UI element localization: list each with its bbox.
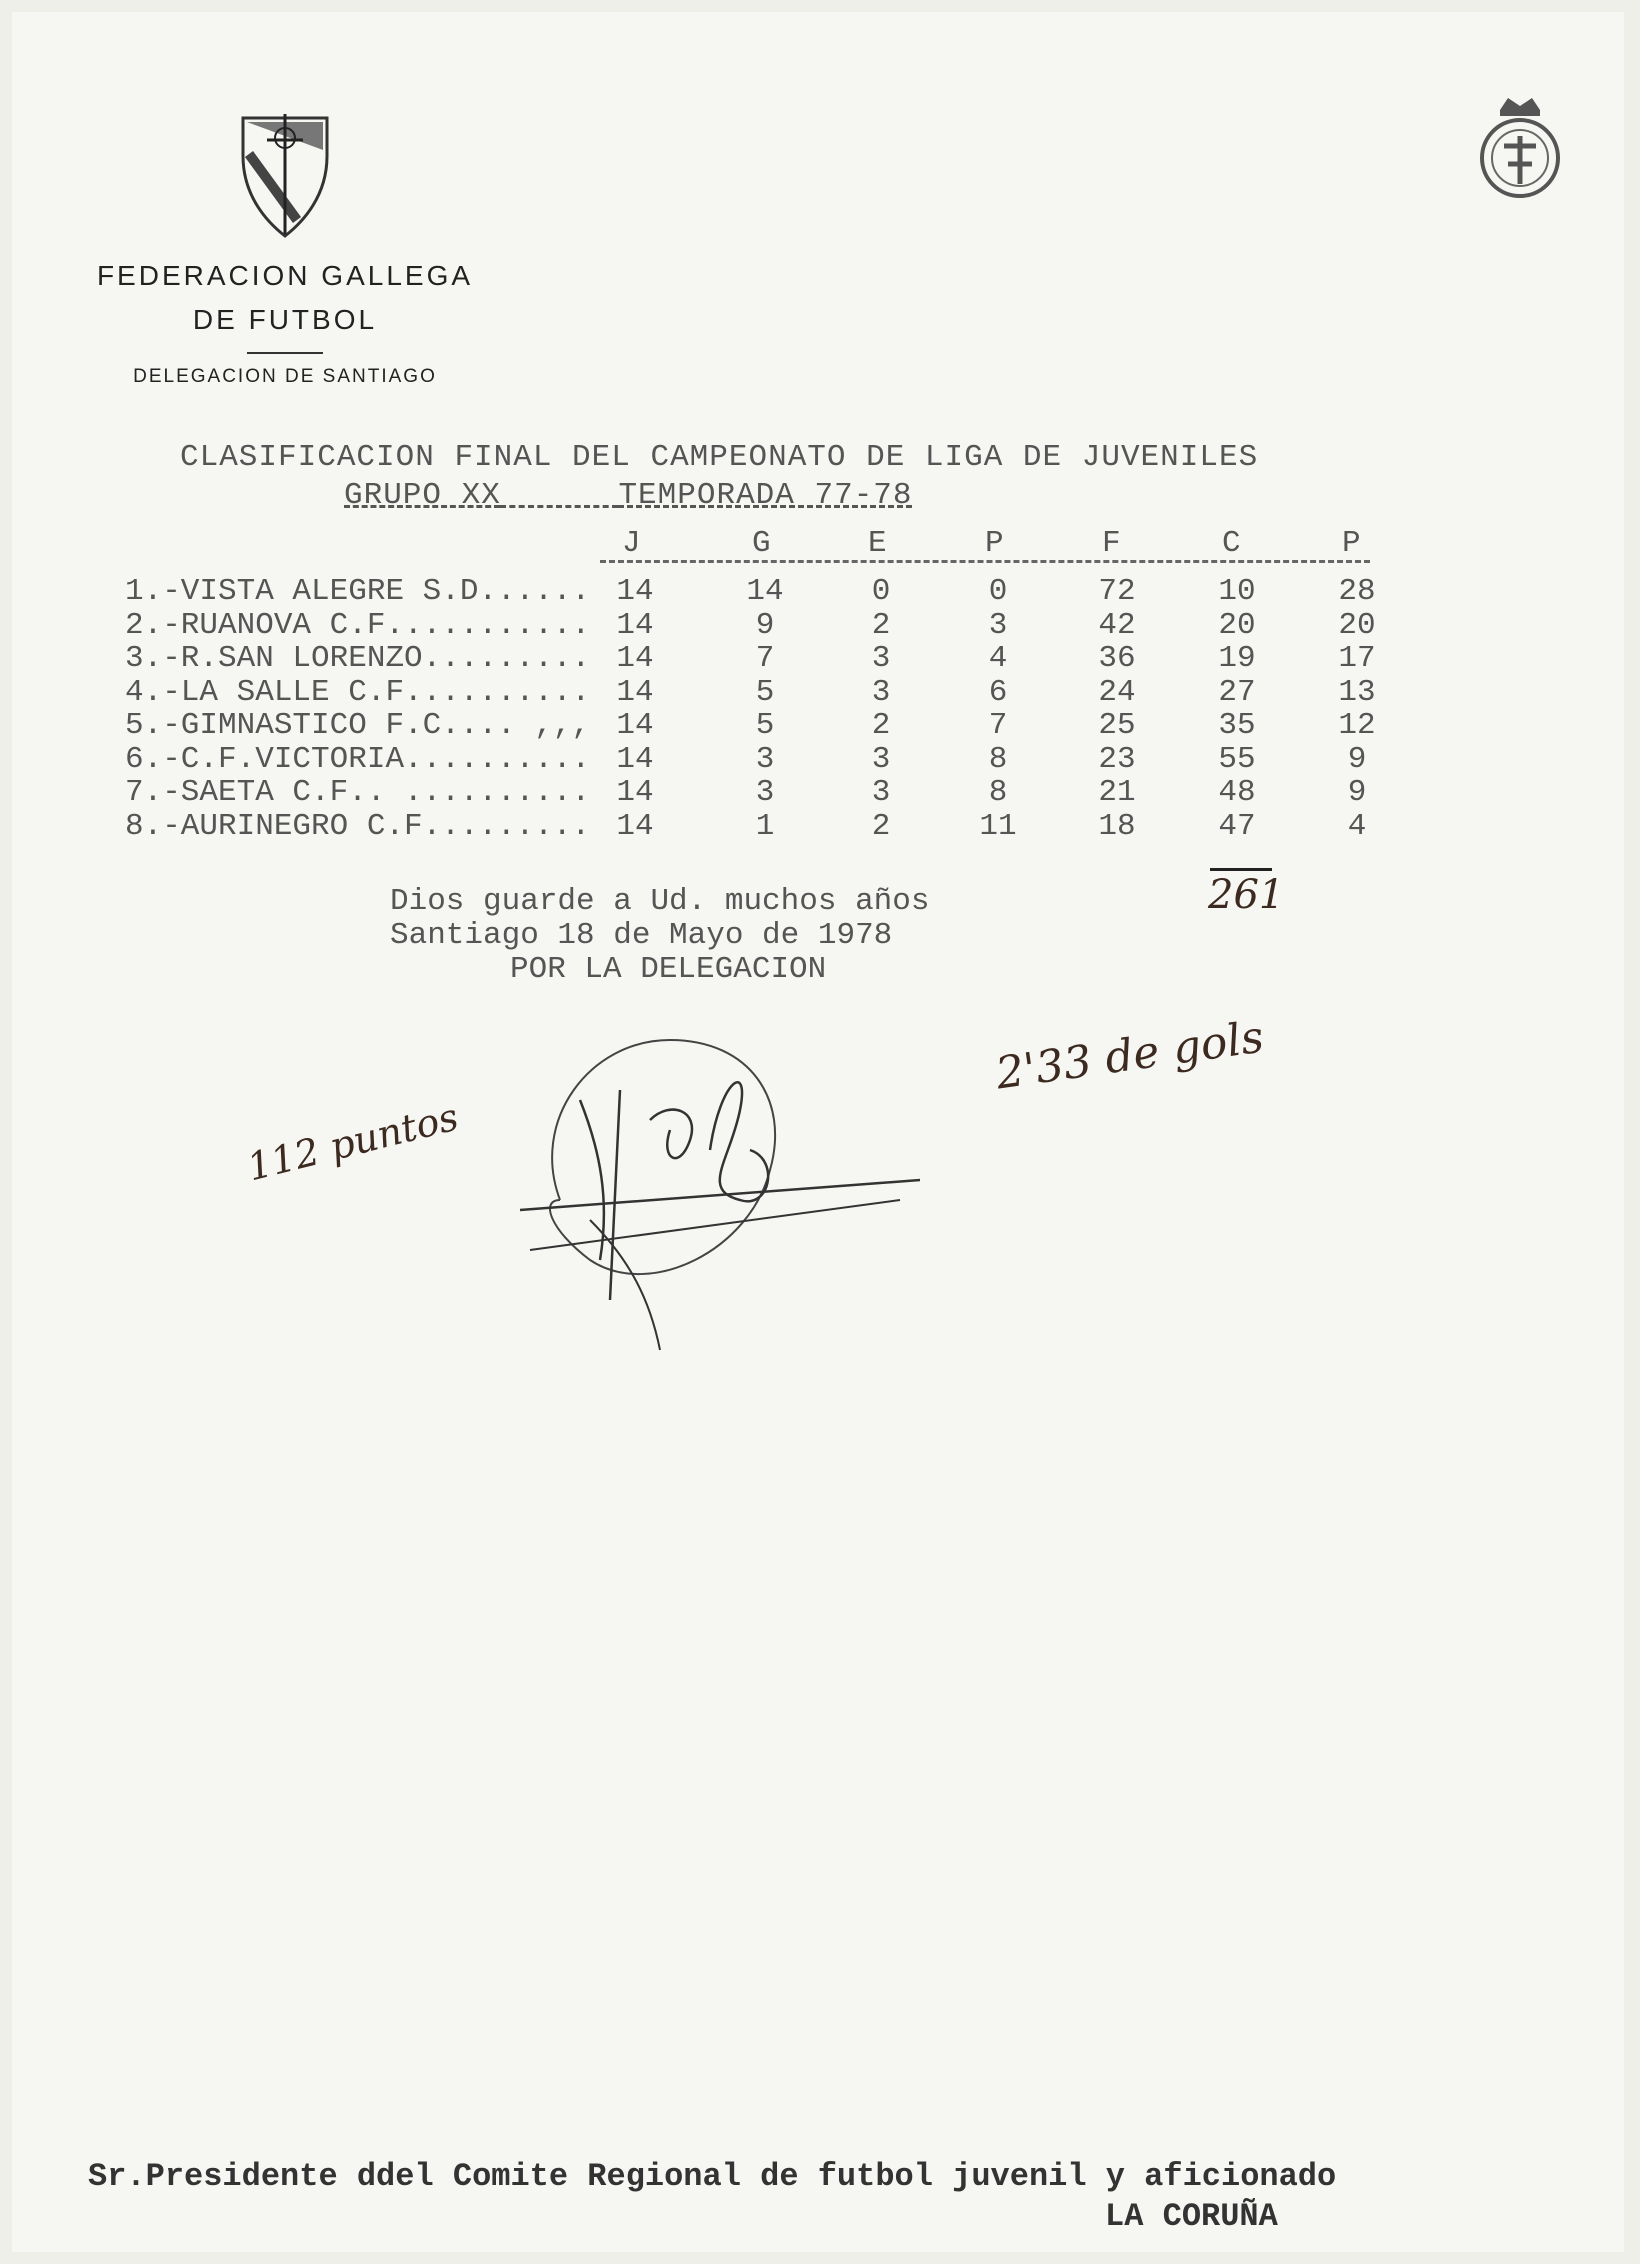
- closing-place-date: Santiago 18 de Mayo de 1978: [390, 918, 893, 953]
- col-header-against: C: [1222, 526, 1241, 561]
- col-header-played: J: [622, 526, 641, 561]
- cell-goals-for: 36: [1098, 641, 1136, 676]
- letterhead: [60, 110, 510, 388]
- team-name: 3.-R.SAN LORENZO.........: [125, 641, 591, 676]
- cell-won: 9: [755, 607, 775, 643]
- cell-lost: 3: [988, 607, 1008, 643]
- cell-won: 3: [755, 741, 775, 777]
- cell-points: 4: [1347, 808, 1367, 844]
- total-underline: [1210, 868, 1272, 871]
- cell-won: 3: [755, 775, 775, 810]
- cell-goals-for: 23: [1098, 741, 1136, 777]
- group-label: GRUPO XX: [344, 478, 501, 513]
- cell-lost: 8: [988, 775, 1008, 810]
- cell-played: 14: [616, 741, 654, 777]
- org-name-line2: DE FUTBOL: [192, 304, 378, 335]
- cell-goals-for: 21: [1098, 775, 1136, 810]
- cell-drawn: 2: [871, 607, 891, 643]
- table-row: [0, 742, 1640, 776]
- cell-won: 5: [755, 708, 775, 743]
- team-name: 2.-RUANOVA C.F...........: [125, 607, 591, 643]
- cell-goals-against: 19: [1218, 641, 1256, 676]
- table-row: [0, 809, 1640, 843]
- cell-drawn: 3: [871, 741, 891, 777]
- col-header-for: F: [1102, 526, 1121, 561]
- cell-lost: 4: [988, 641, 1008, 676]
- letterhead-divider: [247, 352, 323, 354]
- cell-won: 14: [746, 574, 784, 609]
- table-row: [0, 675, 1640, 709]
- col-header-won: G: [752, 526, 771, 561]
- cell-won: 7: [755, 641, 775, 676]
- document-subtitle: [344, 478, 913, 513]
- table-row: [0, 708, 1640, 742]
- federation-shield-icon: [237, 110, 333, 240]
- cell-goals-for: 24: [1098, 674, 1136, 710]
- table-row: [0, 608, 1640, 642]
- cell-played: 14: [616, 574, 654, 609]
- cell-drawn: 3: [871, 775, 891, 810]
- cell-played: 14: [616, 708, 654, 743]
- cell-goals-against: 48: [1218, 775, 1256, 810]
- header-rule: [600, 560, 1370, 563]
- cell-goals-against: 47: [1218, 808, 1256, 844]
- cell-played: 14: [616, 641, 654, 676]
- cell-points: 28: [1338, 574, 1376, 609]
- cell-goals-for: 18: [1098, 808, 1136, 844]
- cell-points: 12: [1338, 708, 1376, 743]
- team-name: 6.-C.F.VICTORIA..........: [125, 741, 591, 777]
- cell-lost: 8: [988, 741, 1008, 777]
- cell-points: 9: [1347, 775, 1367, 810]
- cell-points: 13: [1338, 674, 1376, 710]
- cell-points: 20: [1338, 607, 1376, 643]
- signature: [500, 1000, 940, 1360]
- col-header-drawn: E: [868, 526, 887, 561]
- cell-won: 1: [755, 808, 775, 844]
- cell-played: 14: [616, 674, 654, 710]
- table-row: [0, 574, 1640, 608]
- cell-points: 17: [1338, 641, 1376, 676]
- cell-goals-against: 55: [1218, 741, 1256, 777]
- cell-goals-against: 27: [1218, 674, 1256, 710]
- cell-drawn: 3: [871, 641, 891, 676]
- cell-points: 9: [1347, 741, 1367, 777]
- cell-played: 14: [616, 607, 654, 643]
- cell-drawn: 2: [871, 808, 891, 844]
- cell-goals-for: 42: [1098, 607, 1136, 643]
- col-header-lost: P: [985, 526, 1004, 561]
- cell-won: 5: [755, 674, 775, 710]
- team-name: 1.-VISTA ALEGRE S.D......: [125, 574, 591, 609]
- document-title: CLASIFICACION FINAL DEL CAMPEONATO DE LIGA DE JUVENILES: [180, 440, 1259, 475]
- cell-played: 14: [616, 775, 654, 810]
- team-name: 5.-GIMNASTICO F.C.... ,,,: [125, 708, 591, 743]
- table-row: [0, 641, 1640, 675]
- handwritten-goals-note: 2'33 de gols: [992, 1011, 1267, 1100]
- cell-goals-for: 72: [1098, 574, 1136, 609]
- cell-goals-against: 35: [1218, 708, 1256, 743]
- delegation-name: DELEGACION DE SANTIAGO: [133, 366, 437, 387]
- cell-lost: 7: [988, 708, 1008, 743]
- handwritten-points-note: 112 puntos: [242, 1094, 463, 1190]
- recipient-line2: LA CORUÑA: [1105, 2198, 1278, 2235]
- table-row: [0, 775, 1640, 809]
- org-name-line1: FEDERACION GALLEGA: [96, 260, 474, 291]
- closing-greeting: Dios guarde a Ud. muchos años: [390, 884, 930, 919]
- cell-drawn: 3: [871, 674, 891, 710]
- cell-drawn: 0: [871, 574, 891, 609]
- closing-signatory: POR LA DELEGACION: [510, 952, 827, 987]
- cell-played: 14: [616, 808, 654, 844]
- handwritten-total: 261: [1208, 872, 1285, 918]
- cell-goals-against: 10: [1218, 574, 1256, 609]
- cell-goals-against: 20: [1218, 607, 1256, 643]
- cell-goals-for: 25: [1098, 708, 1136, 743]
- recipient-line1: Sr.Presidente ddel Comite Regional de futbol juvenil y aficionado: [88, 2158, 1337, 2195]
- cell-lost: 6: [988, 674, 1008, 710]
- cell-lost: 0: [988, 574, 1008, 609]
- team-name: 8.-AURINEGRO C.F.........: [125, 808, 591, 844]
- col-header-points: P: [1342, 526, 1361, 561]
- royal-crest-icon: [1470, 92, 1570, 202]
- team-name: 4.-LA SALLE C.F..........: [125, 674, 591, 710]
- cell-lost: 11: [979, 808, 1017, 844]
- season-label: TEMPORADA 77-78: [618, 478, 913, 513]
- team-name: 7.-SAETA C.F.. ..........: [125, 775, 591, 810]
- cell-drawn: 2: [871, 708, 891, 743]
